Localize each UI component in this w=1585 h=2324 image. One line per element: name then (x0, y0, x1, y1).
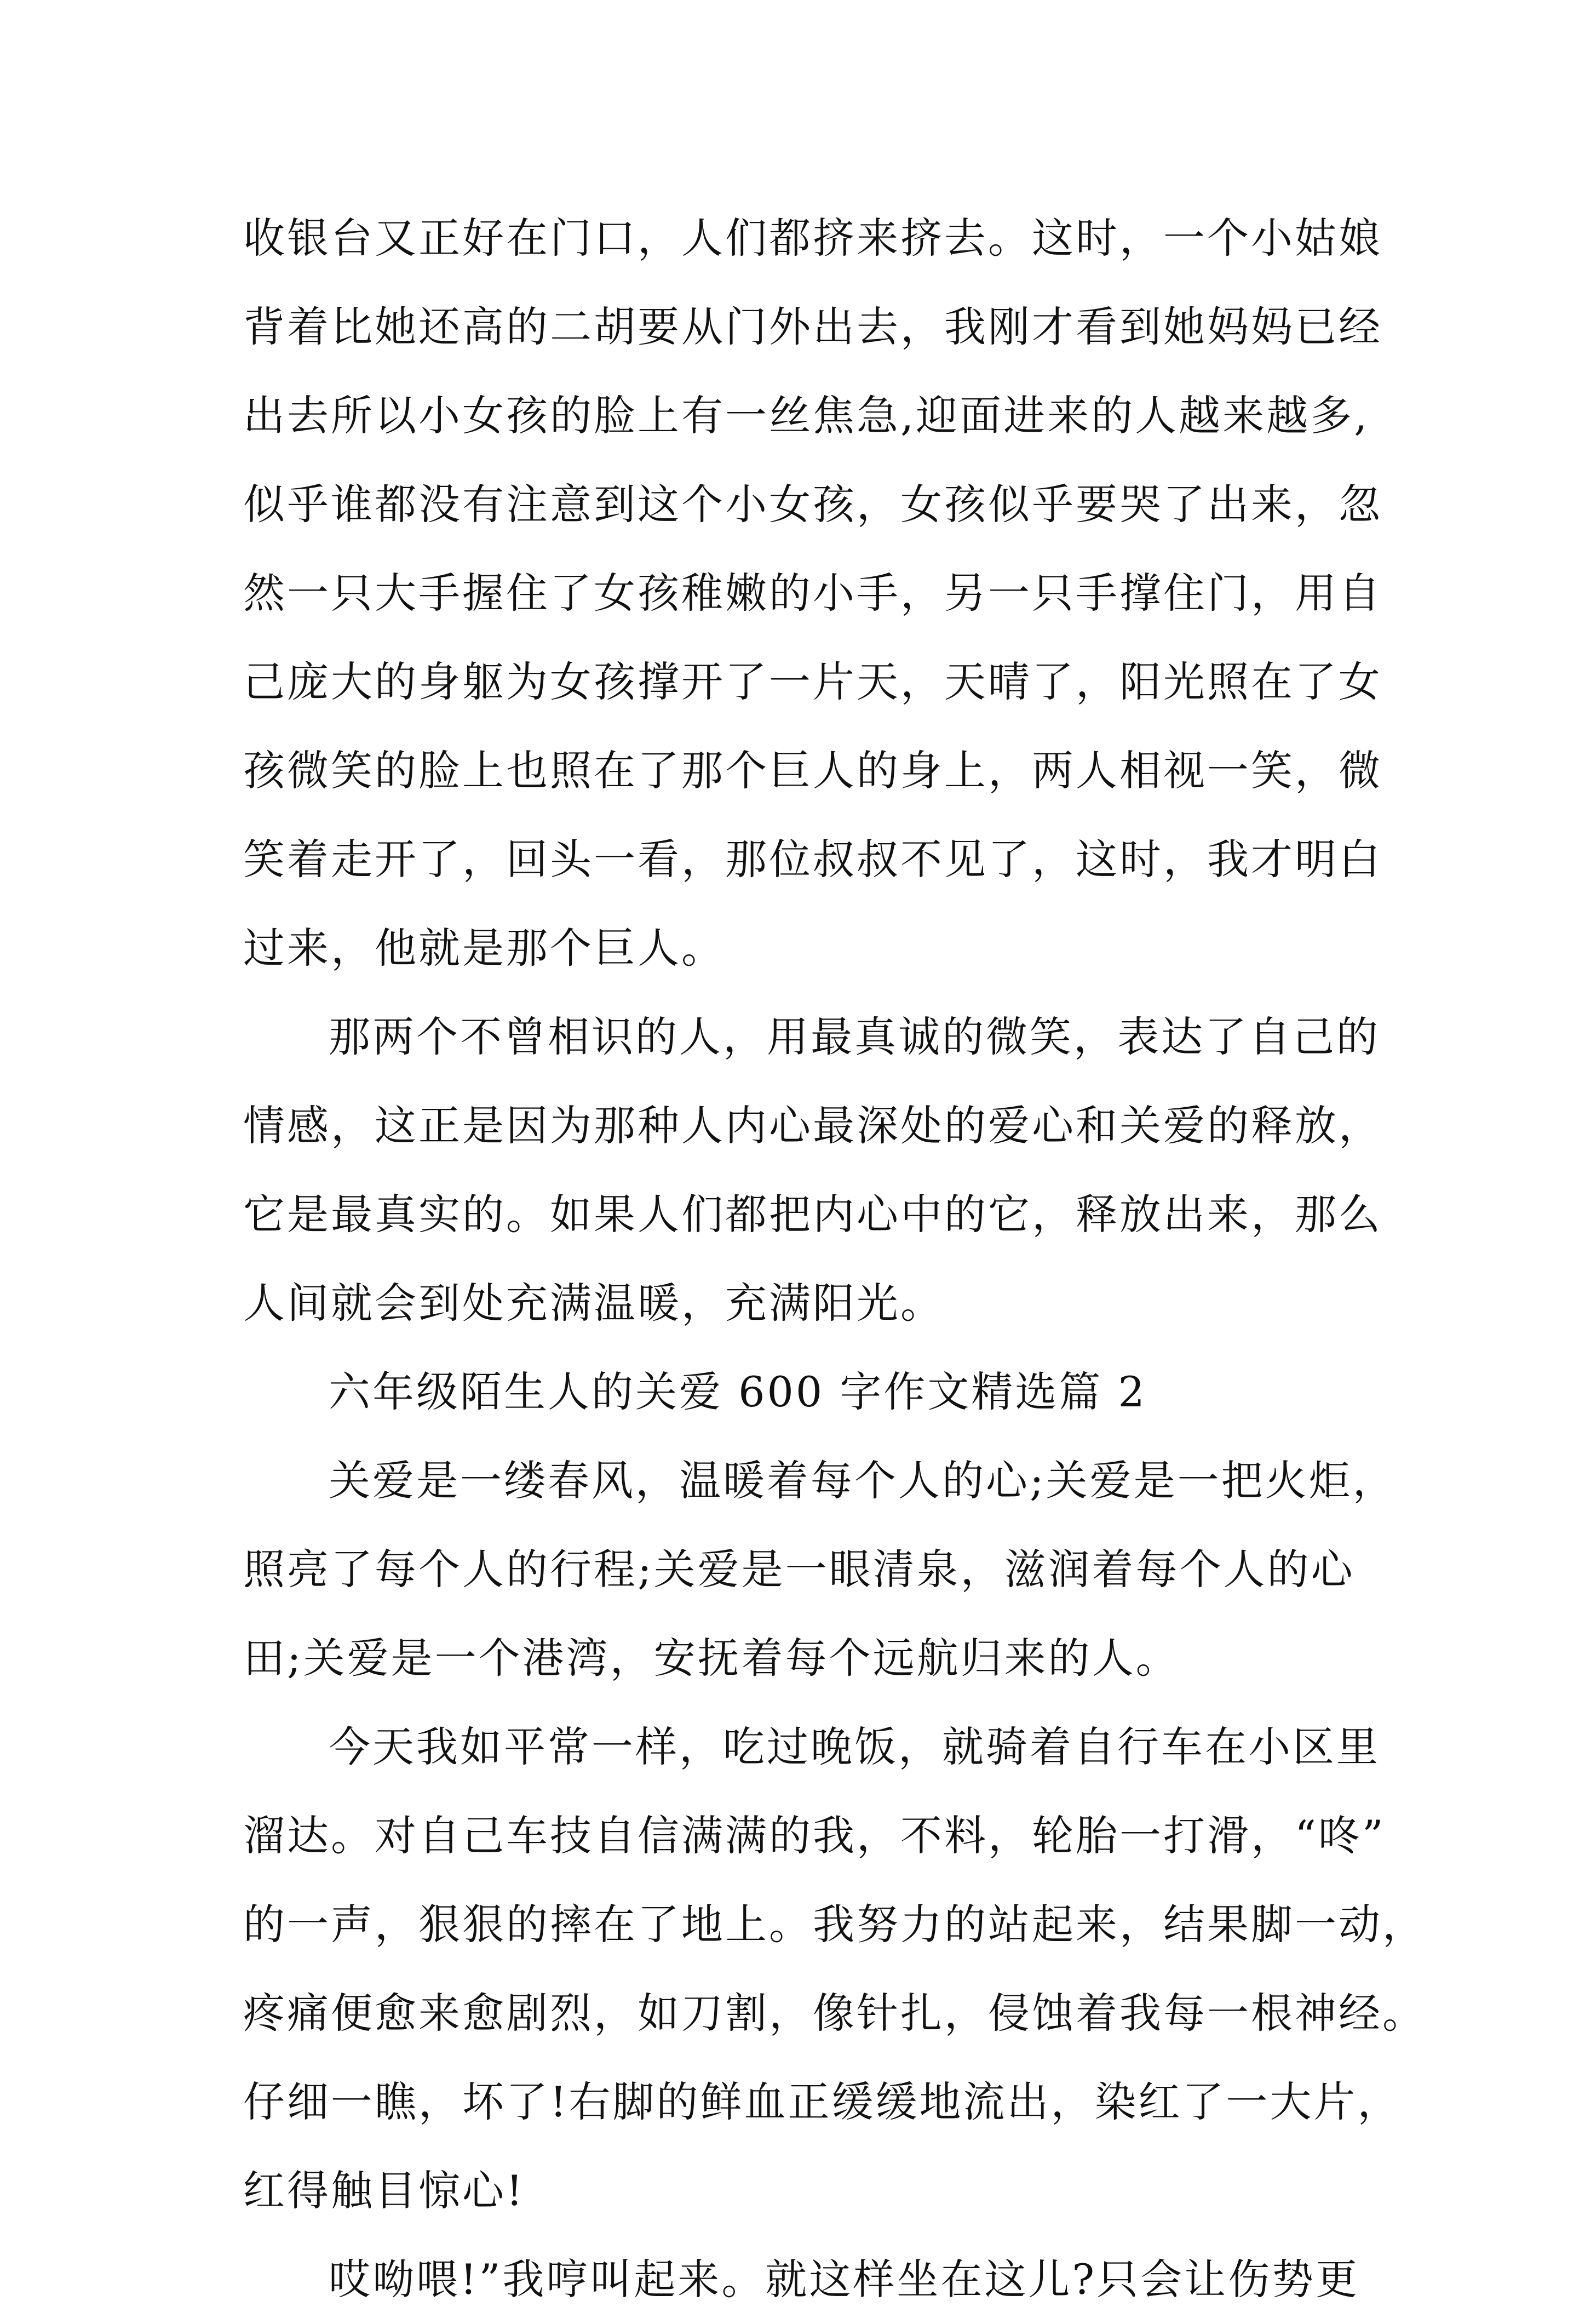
text-line: 疼痛便愈来愈剧烈，如刀割，像针扎，侵蚀着我每一根神经。 (243, 1989, 1426, 2037)
text-line: 红得触目惊心! (243, 2166, 525, 2215)
section-heading: 六年级陌生人的关爱 600 字作文精选篇 2 (329, 1367, 1147, 1416)
text-line: 然一只大手握住了女孩稚嫩的小手，另一只手撑住门，用自 (243, 569, 1382, 617)
text-line: 仔细一瞧，坏了!右脚的鲜血正缓缓地流出，染红了一大片， (243, 2077, 1402, 2126)
paragraph-first-line: 今天我如平常一样，吃过晚饭，就骑着自行车在小区里 (329, 1722, 1380, 1771)
text-line: 田;关爱是一个港湾，安抚着每个远航归来的人。 (243, 1634, 1180, 1682)
text-line: 出去所以小女孩的脸上有一丝焦急,迎面进来的人越来越多, (243, 391, 1370, 440)
paragraph-first-line: 那两个不曾相识的人，用最真诚的微笑，表达了自己的 (329, 1012, 1380, 1061)
article-body (243, 194, 1426, 2324)
paragraph-first-line: 关爱是一缕春风，温暖着每个人的心;关爱是一把火炬， (329, 1456, 1397, 1505)
text-line: 的一声，狠狠的摔在了地上。我努力的站起来，结果脚一动， (243, 1900, 1426, 1949)
text-line: 情感，这正是因为那种人内心最深处的爱心和关爱的释放， (243, 1101, 1382, 1150)
text-line: 笑着走开了，回头一看，那位叔叔不见了，这时，我才明白 (243, 835, 1382, 884)
text-line: 照亮了每个人的行程;关爱是一眼清泉，滋润着每个人的心 (243, 1545, 1355, 1594)
text-line: 己庞大的身躯为女孩撑开了一片天，天晴了，阳光照在了女 (243, 657, 1382, 706)
text-line: 似乎谁都没有注意到这个小女孩，女孩似乎要哭了出来，忽 (243, 480, 1382, 529)
text-line: 背着比她还高的二胡要从门外出去，我刚才看到她妈妈已经 (243, 302, 1382, 351)
text-line: 孩微笑的脸上也照在了那个巨人的身上，两人相视一笑，微 (243, 746, 1382, 795)
text-line: 收银台又正好在门口，人们都挤来挤去。这时，一个小姑娘 (243, 214, 1382, 262)
text-line: 溜达。对自己车技自信满满的我，不料，轮胎一打滑，“咚” (243, 1811, 1386, 1860)
paragraph-first-line: 哎呦喂!”我哼叫起来。就这样坐在这儿?只会让伤势更 (329, 2255, 1360, 2304)
text-line: 它是最真实的。如果人们都把内心中的它，释放出来，那么 (243, 1190, 1382, 1239)
text-line: 过来，他就是那个巨人。 (243, 924, 725, 972)
text-line: 人间就会到处充满温暖，充满阳光。 (243, 1279, 944, 1327)
